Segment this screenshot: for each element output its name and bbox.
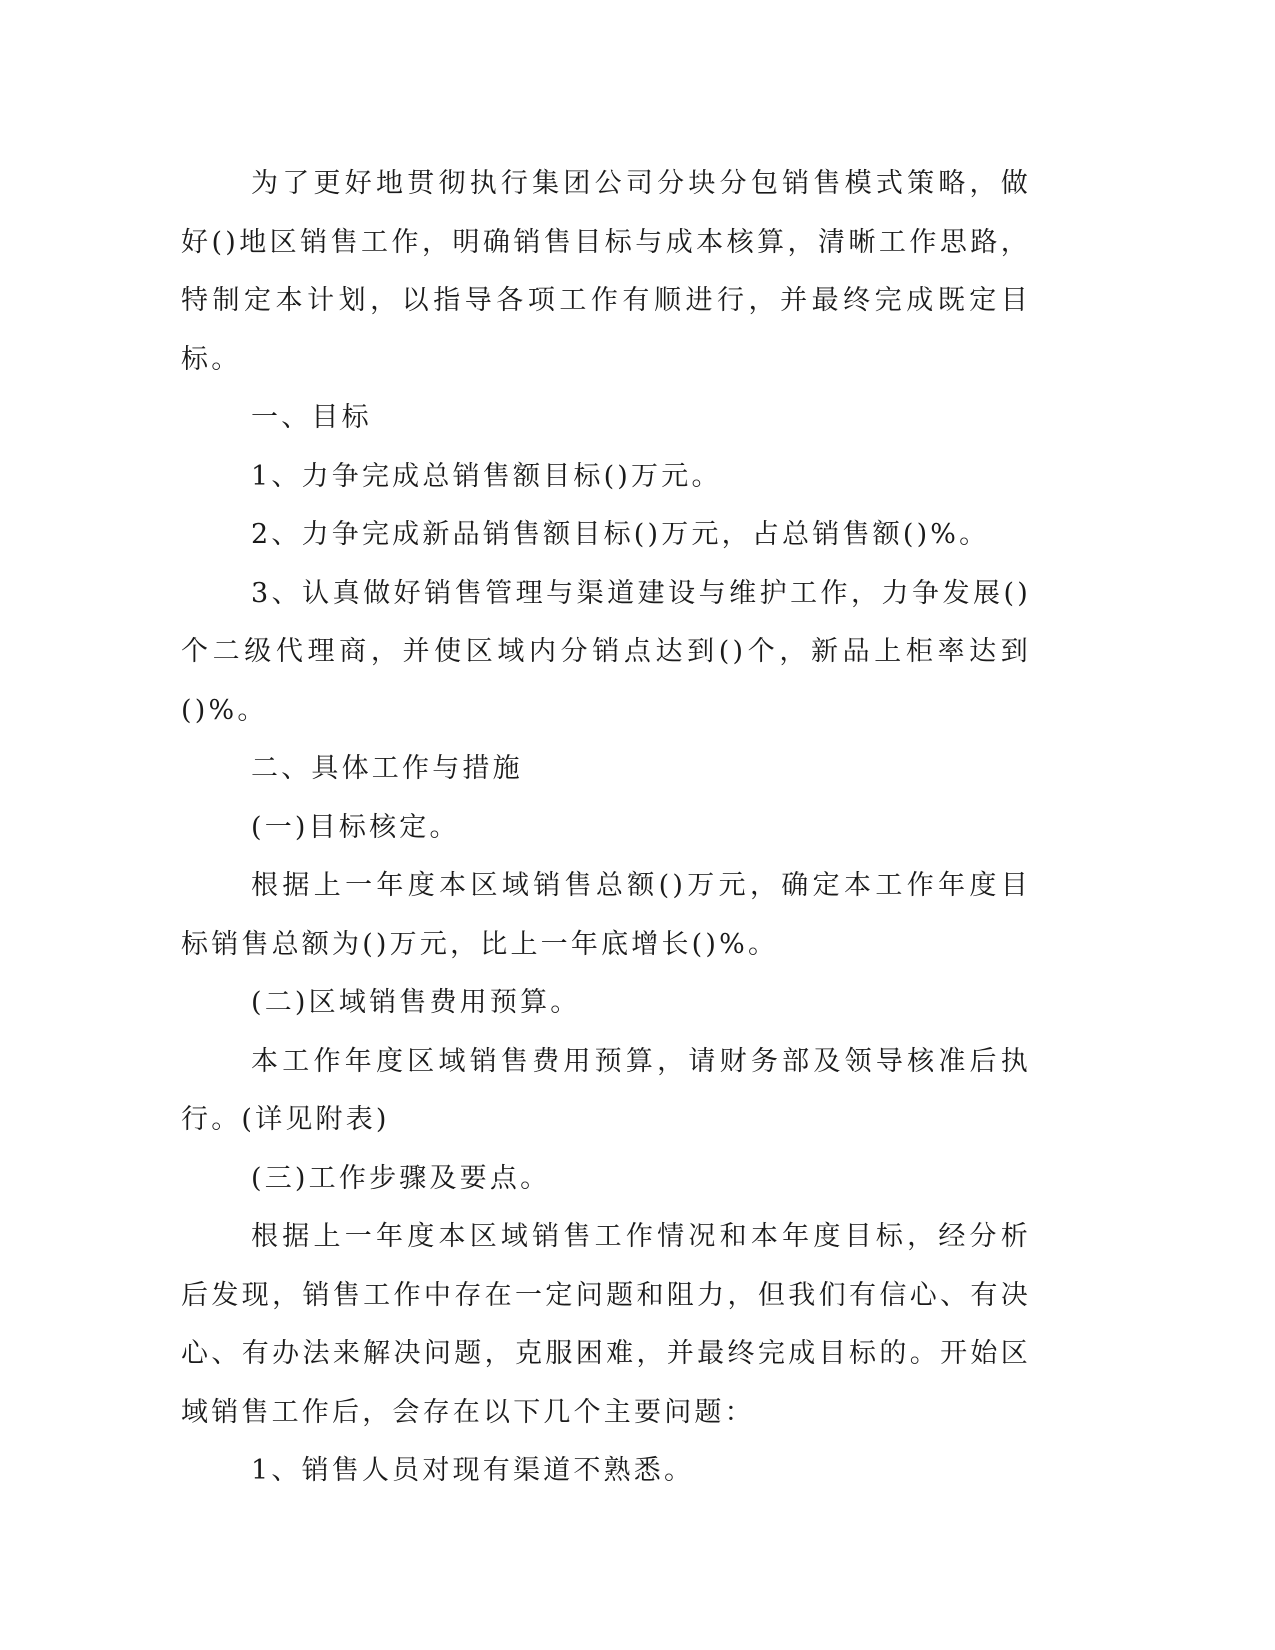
subheading-budget: (二)区域销售费用预算。 <box>251 987 581 1018</box>
section-heading-measures: 二、具体工作与措施 <box>251 753 523 784</box>
section-heading-goals: 一、目标 <box>251 402 372 433</box>
target-check-paragraph: 根据上一年度本区域销售总额()万元，确定本工作年度目标销售总额为()万元，比上一年底增长()%。 <box>181 870 1031 960</box>
goal-item-1: 1、力争完成总销售额目标()万元。 <box>251 460 722 492</box>
subheading-steps: (三)工作步骤及要点。 <box>251 1162 551 1194</box>
intro-paragraph: 为了更好地贯彻执行集团公司分块分包销售模式策略，做好()地区销售工作，明确销售目标与成本核算，清晰工作思路，特制定本计划，以指导各项工作有顺进行，并最终完成既定目标。 <box>181 168 1031 375</box>
goal-item-3: 3、认真做好销售管理与渠道建设与维护工作，力争发展()个二级代理商，并使区域内分销点达到()个，新品上柜率达到()%。 <box>181 577 1031 726</box>
goal-item-2: 2、力争完成新品销售额目标()万元，占总销售额()%。 <box>251 519 990 550</box>
budget-paragraph: 本工作年度区域销售费用预算，请财务部及领导核准后执行。(详见附表) <box>181 1045 1031 1135</box>
problem-item-1: 1、销售人员对现有渠道不熟悉。 <box>251 1455 695 1486</box>
document-body <box>181 155 1031 1501</box>
subheading-target-check: (一)目标核定。 <box>251 811 460 843</box>
steps-paragraph: 根据上一年度本区域销售工作情况和本年度目标，经分析后发现，销售工作中存在一定问题和阻力，但我们有信心、有决心、有办法来解决问题，克服困难，并最终完成目标的。开始区域销售工作后，会存在以下几个主要问题： <box>181 1221 1031 1428</box>
